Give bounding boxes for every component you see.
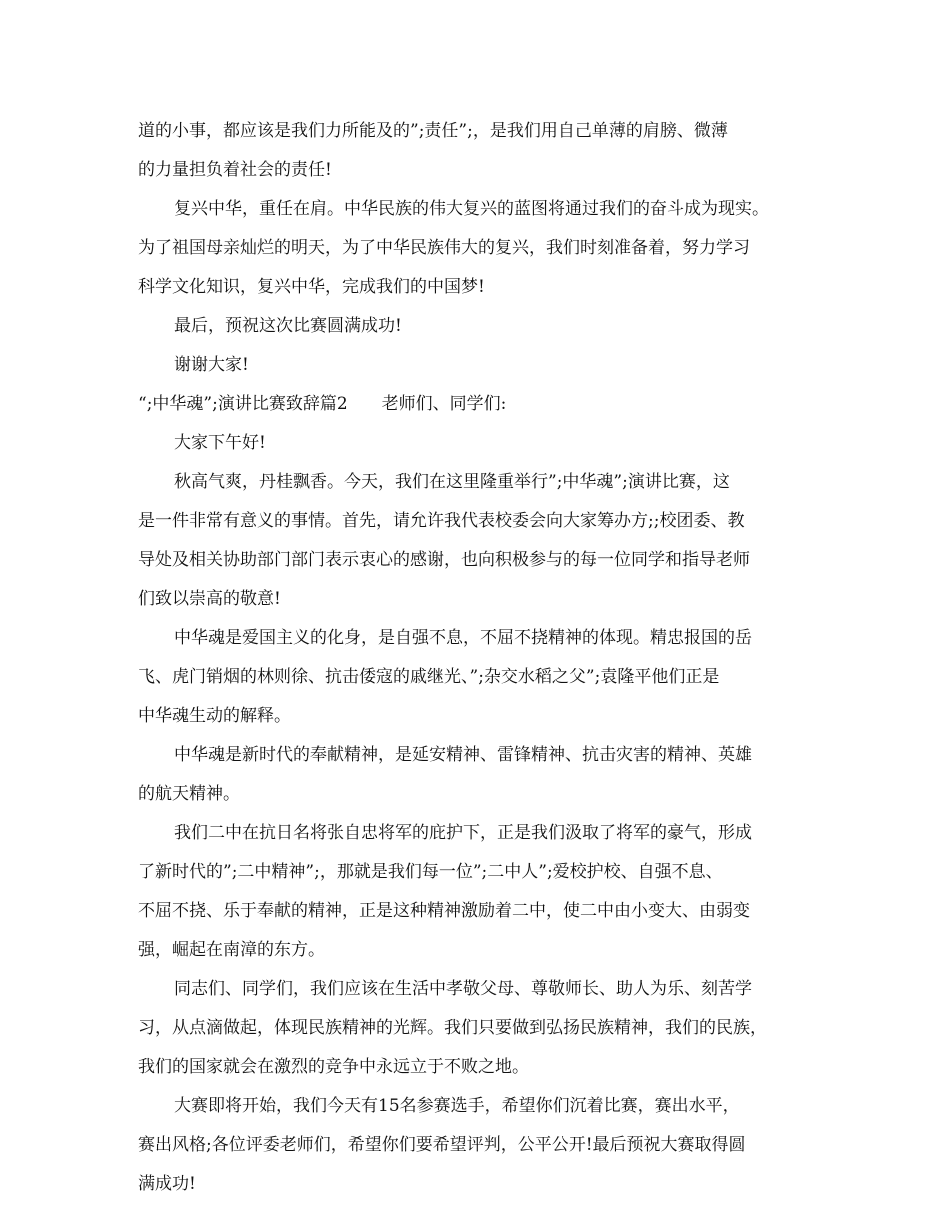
text-line: 道的小事，都应该是我们力所能及的”;责任”;，是我们用自己单薄的肩膀、微薄 [138,121,728,141]
text-line: “;中华魂”;演讲比赛致辞篇2 老师们、同学们: [138,394,507,414]
text-line: 谢谢大家! [174,355,249,375]
text-line: 了新时代的”;二中精神”;，那就是我们每一位”;二中人”;爱校护校、自强不息、 [138,862,723,882]
text-line: 习，从点滴做起，体现民族精神的光辉。我们只要做到弘扬民族精神，我们的民族， [138,1018,767,1038]
text-line: 秋高气爽，丹桂飘香。今天，我们在这里隆重举行”;中华魂”;演讲比赛，这 [174,472,730,492]
text-line: 同志们、同学们，我们应该在生活中孝敬父母、尊敬师长、助人为乐、刻苦学 [174,979,752,999]
text-line: 是一件非常有意义的事情。首先，请允许我代表校委会向大家筹办方;;校团委、教 [138,511,745,531]
text-line: 我们二中在抗日名将张自忠将军的庇护下，正是我们汲取了将军的豪气，形成 [174,823,752,843]
text-line: 为了祖国母亲灿烂的明天，为了中华民族伟大的复兴，我们时刻准备着，努力学习 [138,238,750,258]
text-line: 强，崛起在南漳的东方。 [138,940,325,960]
text-line: 满成功! [138,1174,196,1194]
text-line: 赛出风格;各位评委老师们，希望你们要希望评判，公平公开!最后预祝大赛取得圆 [138,1135,746,1155]
text-line: 大家下午好! [174,433,266,453]
document-body [138,112,828,1204]
text-line: 中华魂是新时代的奉献精神，是延安精神、雷锋精神、抗击灾害的精神、英雄 [174,745,752,765]
text-line: 中华魂生动的解释。 [138,706,291,726]
text-line: 的力量担负着社会的责任! [138,160,332,180]
text-line: 复兴中华，重任在肩。中华民族的伟大复兴的蓝图将通过我们的奋斗成为现实。 [174,199,769,219]
text-line: 最后，预祝这次比赛圆满成功! [174,316,402,336]
text-line: 我们的国家就会在激烈的竞争中永远立于不败之地。 [138,1057,529,1077]
text-line: 的航天精神。 [138,784,240,804]
text-line: 导处及相关协助部门部门表示衷心的感谢，也向积极参与的每一位同学和指导老师 [138,550,750,570]
text-line: 飞、虎门销烟的林则徐、抗击倭寇的戚继光、”;杂交水稻之父”;袁隆平他们正是 [138,667,720,687]
text-line: 大赛即将开始，我们今天有15名参赛选手，希望你们沉着比赛，赛出水平， [174,1096,740,1116]
text-line: 们致以崇高的敬意! [138,589,281,609]
text-line: 科学文化知识，复兴中华，完成我们的中国梦! [138,277,485,297]
text-line: 中华魂是爱国主义的化身，是自强不息，不屈不挠精神的体现。精忠报国的岳 [174,628,752,648]
text-line: 不屈不挠、乐于奉献的精神，正是这种精神激励着二中，使二中由小变大、由弱变 [138,901,750,921]
